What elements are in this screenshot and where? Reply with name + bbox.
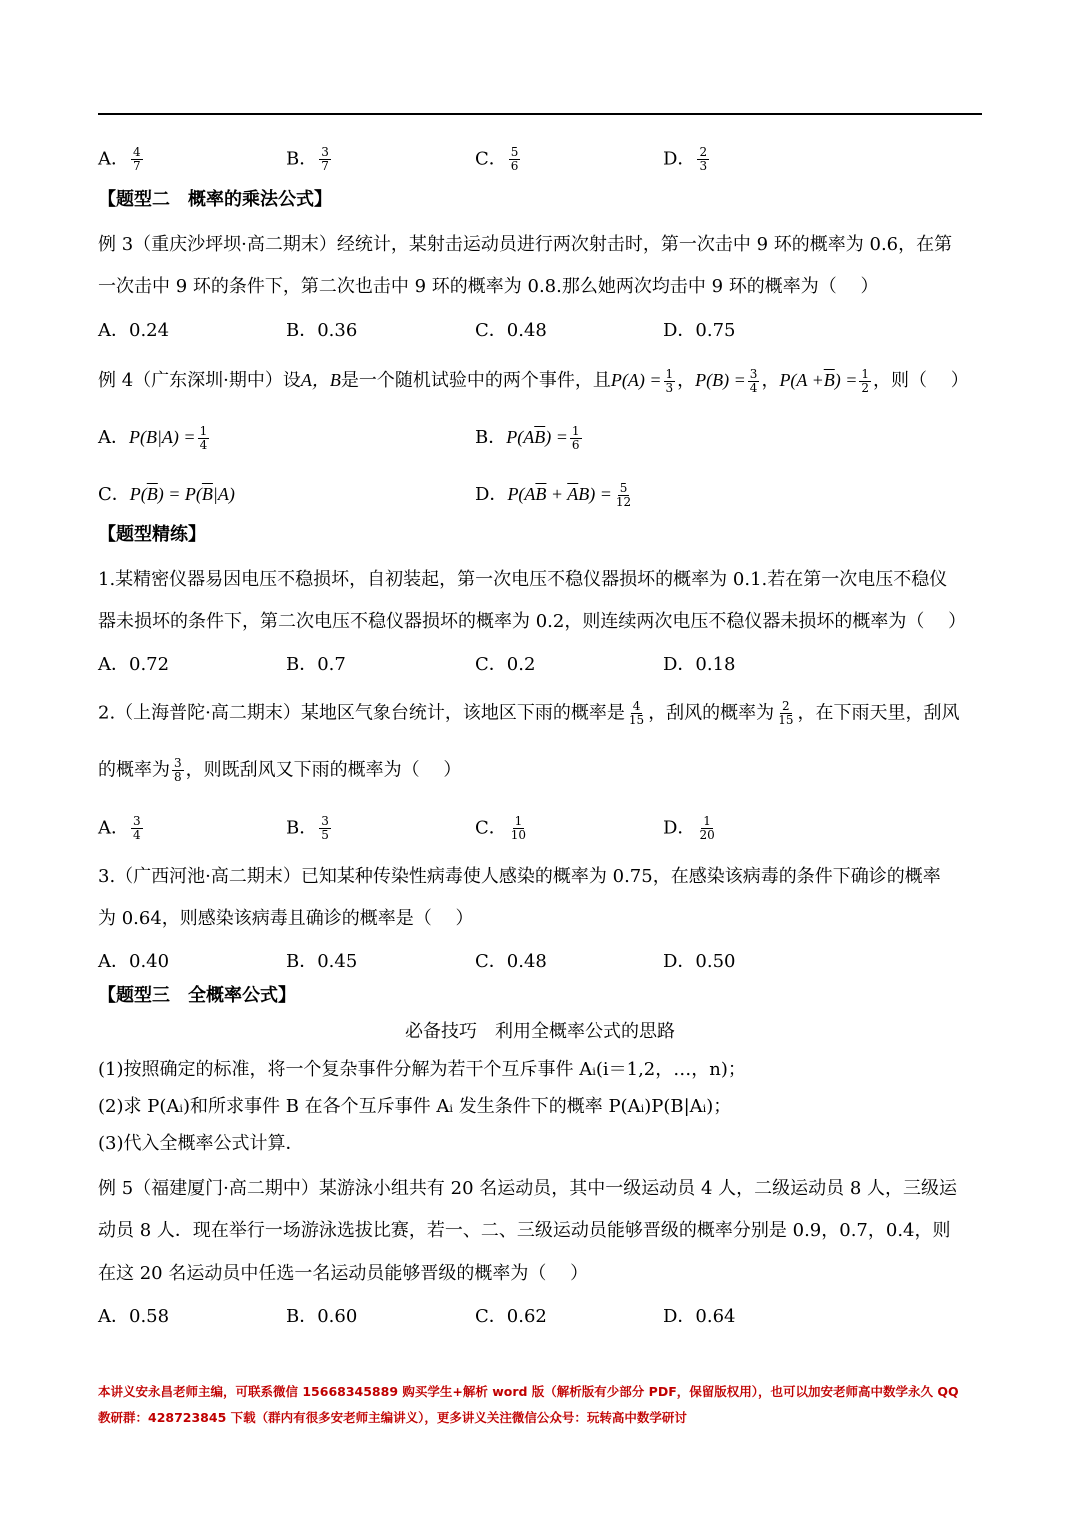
ex5-option-a: A．0.58 [98, 1306, 170, 1327]
p3-option-b: B．0.45 [286, 951, 358, 972]
p1-option-b: B．0.7 [286, 654, 346, 675]
p1-option-d: D．0.18 [663, 654, 736, 675]
section-heading-type3: 【题型三 全概率公式】 [98, 985, 296, 1006]
ex4-option-a: A．P(B|A) = $\frac{1}{4}$ [98, 423, 208, 452]
p3-option-c: C．0.48 [475, 951, 547, 972]
p2-line2: 的概率为 $\frac{3}{8}$ ，则既刮风又下雨的概率为（ ） [98, 756, 462, 784]
q0-option-a: A． $\frac{4}{7}$ [98, 145, 141, 173]
ex5-line3: 在这 20 名运动员中任选一名运动员能够晋级的概率为（ ） [98, 1263, 589, 1284]
ex3-option-c: C．0.48 [475, 320, 547, 341]
tips-step2: (2)求 P(Aᵢ)和所求事件 B 在各个互斥事件 Aᵢ 发生条件下的概率 P(Aᵢ)P(B|Aᵢ)； [98, 1096, 732, 1117]
p1-option-c: C．0.2 [475, 654, 536, 675]
q0-option-b: B． $\frac{3}{7}$ [286, 145, 329, 173]
p1-line1: 1.某精密仪器易因电压不稳损坏，自初装起，第一次电压不稳仪器损坏的概率为 0.1.若在第一次电压不稳仪 [98, 569, 948, 590]
p2-option-a: A． $\frac{3}{4}$ [98, 814, 141, 842]
section-heading-type2: 【题型二 概率的乘法公式】 [98, 189, 332, 210]
footer-note-line2: 教研群：428723845 下载（群内有很多安老师主编讲义），更多讲义关注微信公众号：玩转高中数学研讨 [98, 1410, 687, 1425]
q0-option-c: C． $\frac{5}{6}$ [475, 145, 519, 173]
ex3-option-b: B．0.36 [286, 320, 358, 341]
p2-option-b: B． $\frac{3}{5}$ [286, 814, 329, 842]
q0-option-d: D． $\frac{2}{3}$ [663, 145, 708, 173]
p1-option-a: A．0.72 [98, 654, 170, 675]
p3-line2: 为 0.64，则感染该病毒且确诊的概率是（ ） [98, 908, 474, 929]
p2-line1: 2.（上海普陀·高二期末）某地区气象台统计，该地区下雨的概率是 $\frac{4}{15}$ ，刮风的概率为 $\frac{2}{15}$ ，在下雨天里，刮风 [98, 699, 960, 727]
ex4-option-d: D．$P(A\overline{B} + \overline{A}B)$ = $\frac{5}{12}$ [475, 480, 632, 509]
p2-option-d: D． $\frac{1}{20}$ [663, 814, 715, 842]
ex4-option-b: B．$P(A\overline{B})$ = $\frac{1}{6}$ [475, 423, 580, 452]
header-rule [98, 113, 982, 115]
ex5-option-c: C．0.62 [475, 1306, 547, 1327]
ex5-option-b: B．0.60 [286, 1306, 358, 1327]
p3-option-d: D．0.50 [663, 951, 736, 972]
footer-note-line1: 本讲义安永昌老师主编，可联系微信 15668345889 购买学生+解析 word 版（解析版有少部分 PDF，保留版权用），也可以加安老师高中数学永久 QQ [98, 1384, 959, 1399]
ex5-option-d: D．0.64 [663, 1306, 736, 1327]
ex4-stem: 例 4（广东深圳·期中）设A，B是一个随机试验中的两个事件，且P(A) = $\frac{1}{3}$ ，P(B) = $\frac{3}{4}$ ，$P(A +\overline{B})$ = $\frac{1}{2}$ ，则（ ） [98, 366, 969, 395]
p3-option-a: A．0.40 [98, 951, 170, 972]
p1-line2: 器未损坏的条件下，第二次电压不稳仪器损坏的概率为 0.2，则连续两次电压不稳仪器未损坏的概率为（ ） [98, 611, 967, 632]
tips-step3: (3)代入全概率公式计算． [98, 1133, 304, 1154]
tips-step1: (1)按照确定的标准，将一个复杂事件分解为若干个互斥事件 Aᵢ(i＝1,2，…，n)； [98, 1059, 746, 1080]
p3-line1: 3.（广西河池·高二期末）已知某种传染性病毒使人感染的概率为 0.75，在感染该病毒的条件下确诊的概率 [98, 866, 941, 887]
ex4-option-c: C．$P(\overline{B}) = P(\overline{B}|A)$ [98, 484, 235, 505]
ex3-line2: 一次击中 9 环的条件下，第二次也击中 9 环的概率为 0.8.那么她两次均击中 9 环的概率为（ ） [98, 276, 879, 297]
section-heading-practice: 【题型精练】 [98, 524, 206, 545]
p2-option-c: C． $\frac{1}{10}$ [475, 814, 527, 842]
ex3-line1: 例 3（重庆沙坪坝·高二期末）经统计，某射击运动员进行两次射击时，第一次击中 9 环的概率为 0.6，在第 [98, 234, 953, 255]
ex5-line2: 动员 8 人．现在举行一场游泳选拔比赛，若一、二、三级运动员能够晋级的概率分别是 0.9，0.7，0.4，则 [98, 1220, 951, 1241]
ex3-option-a: A．0.24 [98, 320, 170, 341]
ex3-option-d: D．0.75 [663, 320, 736, 341]
ex5-line1: 例 5（福建厦门·高二期中）某游泳小组共有 20 名运动员，其中一级运动员 4 人，二级运动员 8 人，三级运 [98, 1178, 958, 1199]
tips-title: 必备技巧 利用全概率公式的思路 [405, 1021, 675, 1042]
